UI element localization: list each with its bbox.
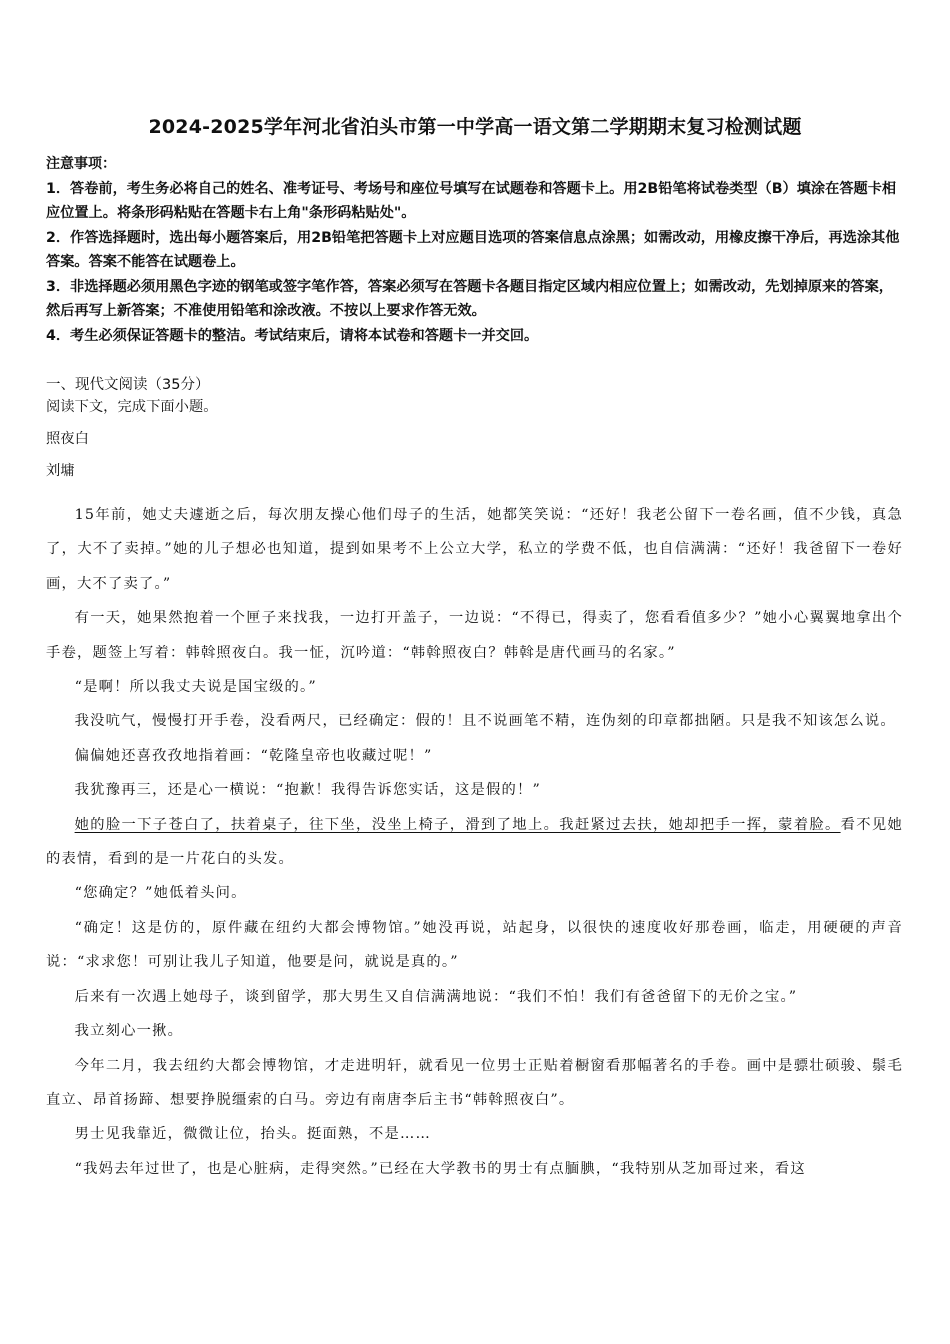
instruction-item: 2．作答选择题时，选出每小题答案后，用2B铅笔把答题卡上对应题目选项的答案信息点涂黑；如需改动，用橡皮擦干净后，再选涂其他答案。答案不能答在试题卷上。 xyxy=(46,229,900,270)
instructions-heading: 注意事项： xyxy=(46,156,116,172)
paragraph: 偏偏她还喜孜孜地指着画：“乾隆皇帝也收藏过呢！” xyxy=(74,747,433,764)
instruction-item: 4．考生必须保证答题卡的整洁。考试结束后，请将本试卷和答题卡一并交回。 xyxy=(46,327,539,344)
paragraph: 我没吭气，慢慢打开手卷，没看两尺，已经确定：假的！且不说画笔不精，连伪刻的印章都拙陋。只是我不知该怎么说。 xyxy=(74,713,896,730)
paragraph: 后来有一次遇上她母子，谈到留学，那大男生又自信满满地说：“我们不怕！我们有爸爸留下的无价之宝。” xyxy=(74,988,798,1005)
article-author: 刘墉 xyxy=(46,463,75,479)
paragraph: “确定！这是仿的，原件藏在纽约大都会博物馆。”她没再说，站起身，以很快的速度收好那卷画，临走，用硬硬的声音说：“求求您！可别让我儿子知道，他要是问，就说是真的。” xyxy=(46,919,903,971)
article-body xyxy=(46,498,903,1186)
paragraph: 我立刻心一揪。 xyxy=(74,1023,184,1040)
paragraph: 15年前，她丈夫遽逝之后，每次朋友操心他们母子的生活，她都笑笑说：“还好！我老公留下一卷名画，值不少钱，真急了，大不了卖掉。”她的儿子想必也知道，提到如果考不上公立大学，私立的学费不低，也自信满满：“还好！我爸留下一卷好画，大不了卖了。” xyxy=(46,507,903,592)
paragraph: “是啊！所以我丈夫说是国宝级的。” xyxy=(74,679,317,696)
section-title: 一、现代文阅读（35分） xyxy=(46,377,210,393)
paragraph: 今年二月，我去纽约大都会博物馆，才走进明轩，就看见一位男士正贴着橱窗看那幅著名的手卷。画中是骠壮硕骏、鬃毛直立、昂首扬蹄、想要挣脱缰索的白马。旁边有南唐李后主书“韩斡照夜白”。 xyxy=(46,1057,903,1108)
paragraph: 有一天，她果然抱着一个匣子来找我，一边打开盖子，一边说：“不得已，得卖了，您看看值多少？”她小心翼翼地拿出个手卷，题签上写着：韩斡照夜白。我一怔，沉吟道：“韩斡照夜白？韩斡是唐代画马的名家。” xyxy=(46,610,903,661)
paragraph-continuation: 看不见她的表情，看到的是一片花白的头发。 xyxy=(46,816,903,868)
instructions-block xyxy=(46,152,906,348)
instruction-item: 3．非选择题必须用黑色字迹的钢笔或签字笔作答，答案必须写在答题卡各题目指定区域内相应位置上；如需改动，先划掉原来的答案，然后再写上新答案；不准使用铅笔和涂改液。不按以上要求作答无效。 xyxy=(46,278,893,319)
paragraph: 男士见我靠近，微微让位，抬头。挺面熟，不是…… xyxy=(74,1126,432,1143)
paragraph: “我妈去年过世了，也是心脏病，走得突然。”已经在大学教书的男士有点腼腆，“我特别从芝加哥过来，看这 xyxy=(74,1160,806,1177)
article-title: 照夜白 xyxy=(46,431,89,447)
underlined-sentence: 她的脸一下子苍白了，扶着桌子，往下坐，没坐上椅子，滑到了地上。我赶紧过去扶，她却把手一挥，蒙着脸。 xyxy=(74,816,841,833)
reading-section-header xyxy=(46,374,906,482)
underlined-paragraph xyxy=(46,808,903,877)
instruction-item: 1．答卷前，考生务必将自己的姓名、准考证号、考场号和座位号填写在试题卷和答题卡上。用2B铅笔将试卷类型（B）填涂在答题卡相应位置上。将条形码粘贴在答题卡右上角"条形码粘贴处"。 xyxy=(46,180,897,221)
paragraph: 我犹豫再三，还是心一横说：“抱歉！我得告诉您实话，这是假的！” xyxy=(74,782,542,799)
page-title: 2024-2025学年河北省泊头市第一中学高一语文第二学期期末复习检测试题 xyxy=(148,116,802,138)
paragraph: “您确定？”她低着头问。 xyxy=(74,885,247,902)
section-instruction: 阅读下文，完成下面小题。 xyxy=(46,399,218,415)
